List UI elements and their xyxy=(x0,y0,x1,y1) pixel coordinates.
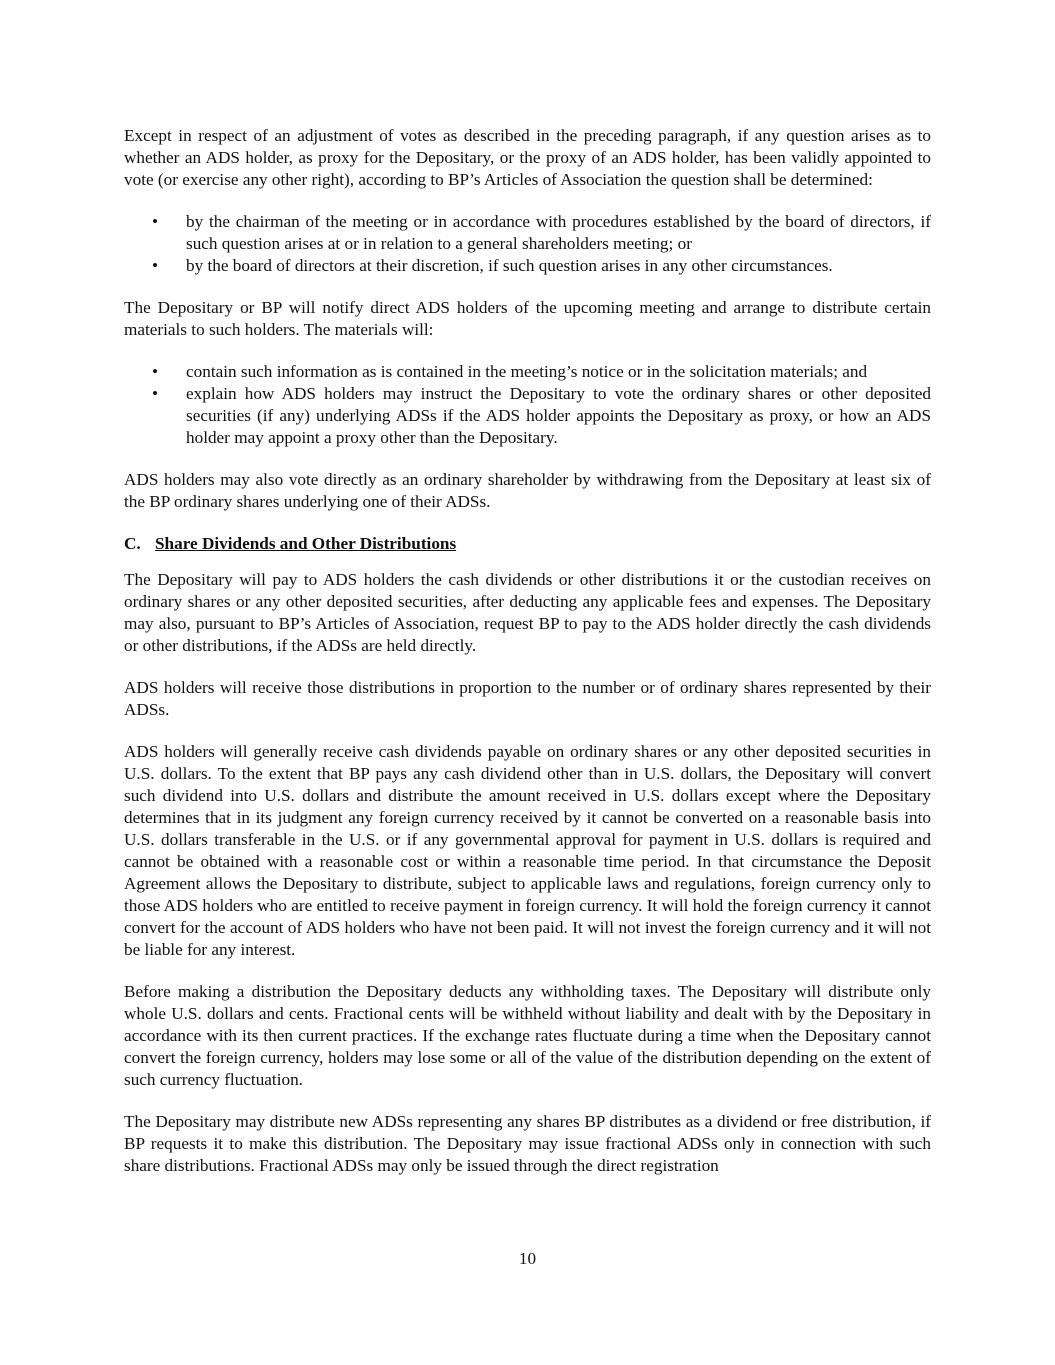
list-item xyxy=(124,361,931,383)
paragraph-pay-dividends: The Depositary will pay to ADS holders the cash dividends or other distributions it or the custodian receives on ordinary shares or any other deposited securities, after deducting any applicable fees and expenses. The Depositary may also, pursuant to BP’s Articles of Association, request BP to pay to the ADS holder directly the cash dividends or other distributions, if the ADSs are held directly. xyxy=(124,570,931,655)
bullet-icon: • xyxy=(152,384,159,403)
list-item xyxy=(124,211,931,255)
list-item-text: explain how ADS holders may instruct the Depositary to vote the ordinary shares or other deposited securities (if any) underlying ADSs if the ADS holder appoints the Depositary as proxy, or how an ADS holder may appoint a proxy other than the Depositary. xyxy=(186,384,931,447)
bullet-icon: • xyxy=(152,212,159,231)
list-item-text: contain such information as is contained in the meeting’s notice or in the solicitation materials; and xyxy=(186,362,868,381)
materials-list xyxy=(124,361,931,449)
paragraph-withholding: Before making a distribution the Depositary deducts any withholding taxes. The Depositary will distribute only whole U.S. dollars and cents. Fractional cents will be withheld without liability and dealt with by the Depositary in accordance with its then current practices. If the exchange rates fluctuate during a time when the Depositary cannot convert the foreign currency, holders may lose some or all of the value of the distribution depending on the extent of such currency fluctuation. xyxy=(124,982,931,1089)
bullet-icon: • xyxy=(152,362,159,381)
paragraph-new-adss: The Depositary may distribute new ADSs representing any shares BP distributes as a dividend or free distribution, if BP requests it to make this distribution. The Depositary may issue fractional ADSs only in connection with such share distributions. Fractional ADSs may only be issued through the direct registration xyxy=(124,1112,931,1175)
document-page xyxy=(124,125,931,1177)
paragraph-notify-holders: The Depositary or BP will notify direct ADS holders of the upcoming meeting and arrange to distribute certain materials to such holders. The materials will: xyxy=(124,298,931,339)
list-item-text: by the board of directors at their discretion, if such question arises in any other circumstances. xyxy=(186,256,833,275)
section-title: Share Dividends and Other Distributions xyxy=(155,534,457,553)
list-item-text: by the chairman of the meeting or in accordance with procedures established by the board of directors, if such question arises at or in relation to a general shareholders meeting; or xyxy=(186,212,931,253)
bullet-icon: • xyxy=(152,256,159,275)
paragraph-currency: ADS holders will generally receive cash dividends payable on ordinary shares or any other deposited securities in U.S. dollars. To the extent that BP pays any cash dividend other than in U.S. dollars, the Depositary will convert such dividend into U.S. dollars and distribute the amount received in U.S. dollars except where the Depositary determines that in its judgment any foreign currency received by it cannot be converted on a reasonable basis into U.S. dollars transferable in the U.S. or if any governmental approval for payment in U.S. dollars is required and cannot be obtained with a reasonable cost or within a reasonable time period. In that circumstance the Deposit Agreement allows the Depositary to distribute, subject to applicable laws and regulations, foreign currency only to those ADS holders who are entitled to receive payment in foreign currency. It will hold the foreign currency it cannot convert for the account of ADS holders who have not been paid. It will not invest the foreign currency and it will not be liable for any interest. xyxy=(124,742,931,959)
page-number: 10 xyxy=(518,1249,537,1268)
determination-list xyxy=(124,211,931,277)
section-heading xyxy=(124,533,931,555)
paragraph-vote-question: Except in respect of an adjustment of votes as described in the preceding paragraph, if any question arises as to whether an ADS holder, as proxy for the Depositary, or the proxy of an ADS holder, has been validly appointed to vote (or exercise any other right), according to BP’s Articles of Association the question shall be determined: xyxy=(124,126,931,189)
list-item xyxy=(124,255,931,277)
list-item xyxy=(124,383,931,449)
paragraph-proportion: ADS holders will receive those distributions in proportion to the number or of ordinary shares represented by their ADSs. xyxy=(124,678,931,719)
section-number: C. xyxy=(124,534,141,553)
paragraph-vote-directly: ADS holders may also vote directly as an ordinary shareholder by withdrawing from the Depositary at least six of the BP ordinary shares underlying one of their ADSs. xyxy=(124,470,931,511)
